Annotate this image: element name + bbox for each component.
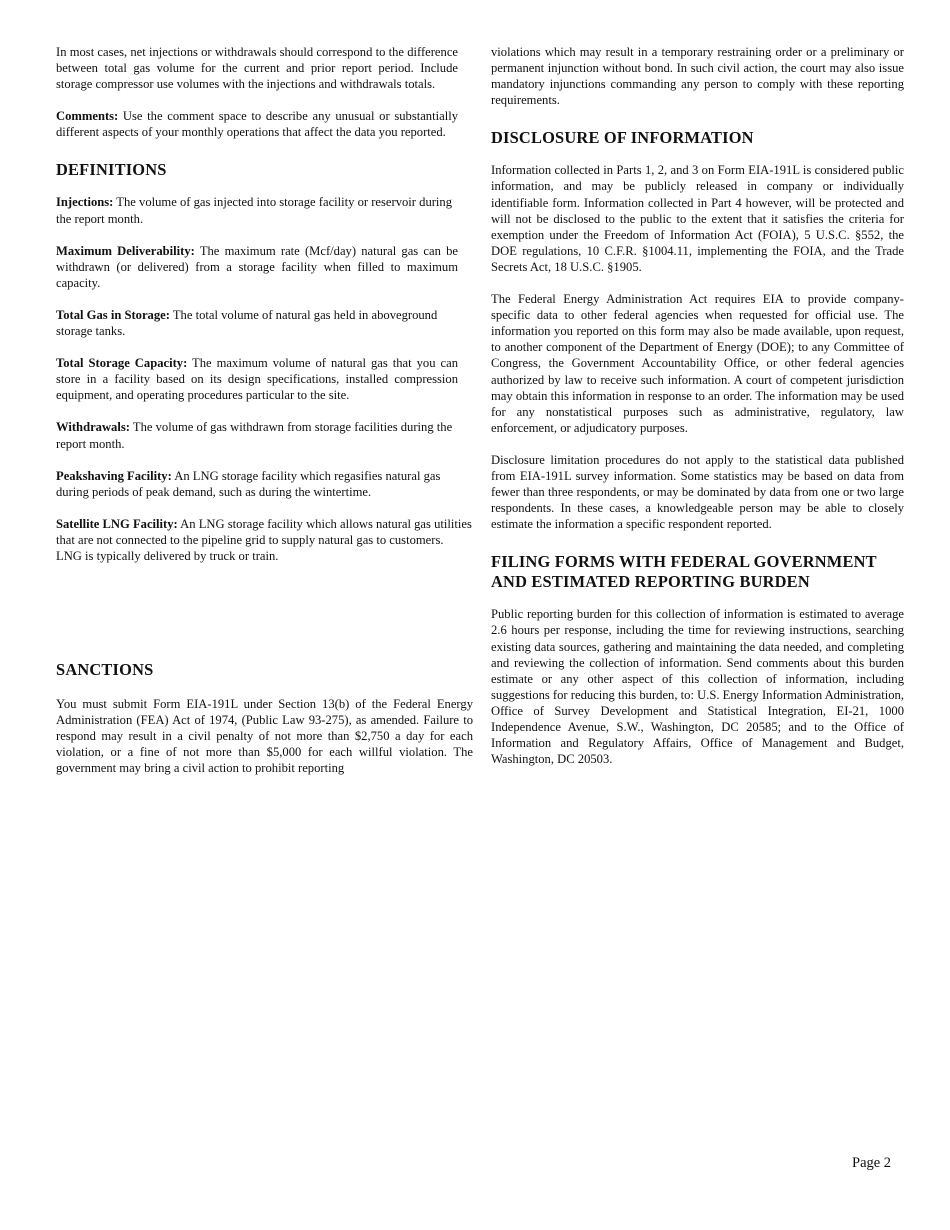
disclosure-paragraph-1: Information collected in Parts 1, 2, and 3 on Form EIA-191L is considered public information, and may be publicly released in company or individually identifiable form. Information collected in Part 4 however, will be protected and will not be disclosed to the public to the extent that it satisfies the criteria for exemption under the Freedom of Information Act (FOIA), 5 U.S.C. §552, the DOE regulations, 10 C.F.R. §1004.11, implementing the FOIA, and the Trade Secrets Act, 18 U.S.C. §1905. [491, 163, 904, 274]
definition-text: The volume of gas injected into storage facility or reservoir during the report month. [56, 195, 453, 226]
definition-text: An LNG storage facility which allows natural gas utilities that are not connected to the pipeline grid to supply natural gas to customers. LNG is typically delivered by truck or train. [56, 516, 472, 563]
definition-satellite-lng-facility [56, 516, 472, 564]
disclosure-heading: DISCLOSURE OF INFORMATION [491, 128, 754, 148]
comments-text: Use the comment space to describe any unusual or substantially different aspects of your monthly operations that affect the data you reported. [56, 109, 458, 140]
definition-text: The maximum rate (Mcf/day) natural gas can be withdrawn (or delivered) from a storage facility when filled to maximum capacity. [56, 243, 458, 290]
left-column [56, 44, 473, 777]
definition-term: Total Storage Capacity: [56, 356, 188, 371]
definition-withdrawals [56, 419, 458, 451]
definition-term: Total Gas in Storage: [56, 307, 170, 322]
disclosure-paragraph-3: Disclosure limitation procedures do not apply to the statistical data published from EIA-191L survey information. Some statistics may be based on data from fewer than three respondents, or may be dominated by data from one or two large respondents. In these cases, a knowledgeable person may be able to closely estimate the information a specific respondent reported. [491, 452, 904, 532]
definition-text: An LNG storage facility which regasifies natural gas during periods of peak demand, such as during the wintertime. [56, 468, 441, 499]
definitions-heading: DEFINITIONS [56, 160, 167, 180]
definition-term: Injections: [56, 195, 114, 210]
definition-maximum-deliverability [56, 243, 458, 291]
definition-text: The total volume of natural gas held in aboveground storage tanks. [56, 307, 438, 339]
definition-term: Withdrawals: [56, 420, 130, 435]
filing-heading: FILING FORMS WITH FEDERAL GOVERNMENT AND ESTIMATED REPORTING BURDEN [491, 552, 877, 592]
page-number: Page 2 [852, 1155, 892, 1171]
comments-term: Comments: [56, 109, 119, 124]
filing-paragraph: Public reporting burden for this collection of information is estimated to average 2.6 hours per response, including the time for reviewing instructions, searching existing data sources, gathering and maintaining the data needed, and completing and reviewing the collection of information. Send comments about this burden estimate or any other aspect of this collection of information, including suggestions for reducing this burden, to: U.S. Energy Information Administration, Office of Survey Development and Statistical Integration, EI-21, 1000 Independence Avenue, S.W., Washington, DC 20585; and to the Office of Information and Regulatory Affairs, Office of Management and Budget, Washington, DC 20503. [491, 607, 904, 767]
definition-total-gas-in-storage [56, 307, 458, 339]
right-column [491, 44, 904, 767]
disclosure-paragraph-2: The Federal Energy Administration Act requires EIA to provide company-specific data to other federal agencies when requested for official use. The information you reported on this form may also be made available, upon request, to another component of the Department of Energy (DOE); to any Committee of Congress, the Government Accountability Office, or other federal agencies authorized by law to receive such information. A court of competent jurisdiction may obtain this information in response to an order. The information may be used for any nonstatistical purposes such as administrative, regulatory, law enforcement, or adjudicatory purposes. [491, 292, 904, 435]
definition-peakshaving-facility [56, 468, 458, 500]
definition-term: Peakshaving Facility: [56, 468, 172, 483]
definition-text: The maximum volume of natural gas that you can store in a facility based on its design specifications, installed compression equipment, and operating procedures particular to the site. [56, 356, 459, 403]
definition-injections [56, 194, 458, 226]
definition-term: Maximum Deliverability: [56, 243, 195, 258]
definition-term: Satellite LNG Facility: [56, 516, 178, 531]
comments-paragraph [56, 108, 458, 140]
sanctions-paragraph: You must submit Form EIA-191L under Section 13(b) of the Federal Energy Administration (FEA) Act of 1974, (Public Law 93-275), as amended. Failure to respond may result in a civil penalty of not more than $2,750 a day for each violation, or a fine of not more than $5,000 for each willful violation. The government may bring a civil action to prohibit reporting [56, 697, 473, 776]
definition-total-storage-capacity [56, 355, 458, 403]
definition-text: The volume of gas withdrawn from storage facilities during the report month. [56, 420, 453, 451]
intro-paragraph: In most cases, net injections or withdrawals should correspond to the difference between total gas volume for the current and prior report period. Include storage compressor use volumes with the injections and withdrawals totals. [56, 45, 458, 92]
sanctions-continued-paragraph: violations which may result in a temporary restraining order or a preliminary or permanent injunction without bond. In such civil action, the court may also issue mandatory injunctions commanding any person to comply with these reporting requirements. [491, 45, 904, 108]
sanctions-heading: SANCTIONS [56, 660, 154, 680]
